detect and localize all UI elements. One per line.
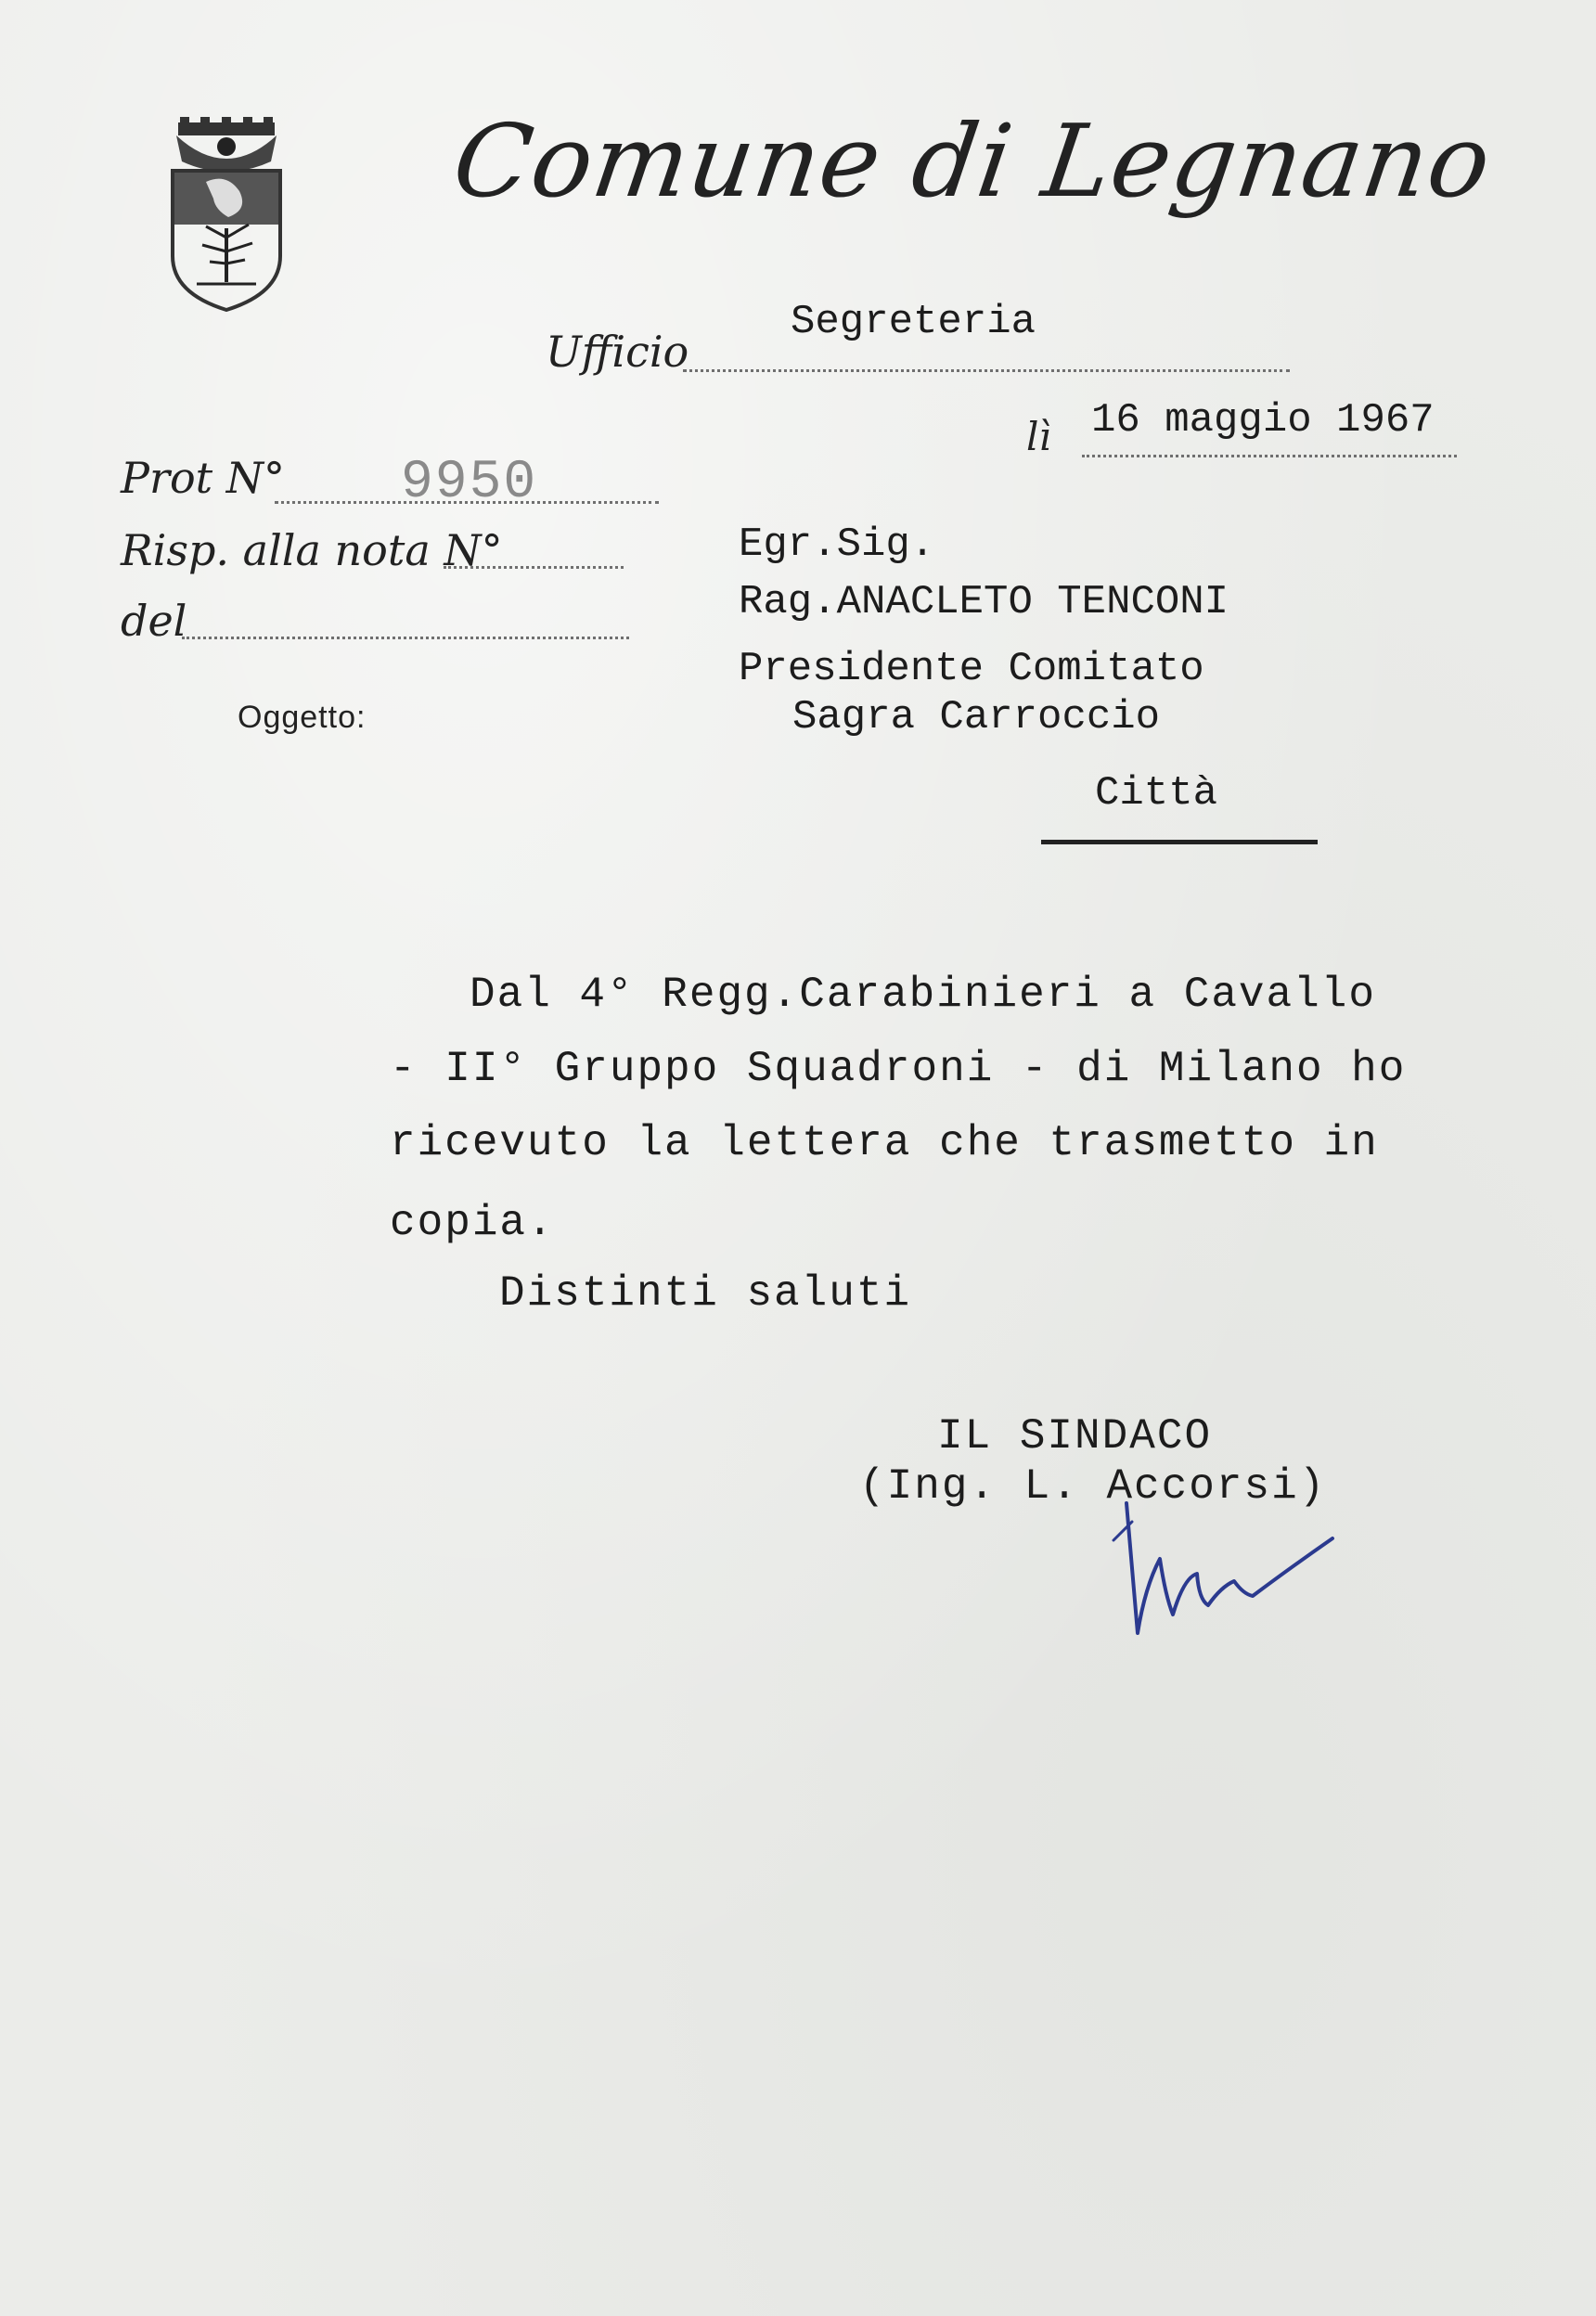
date-prefix: lì <box>1026 414 1051 459</box>
closing-line: Distinti saluti <box>499 1269 912 1318</box>
reply-note-label: Risp. alla nota N° <box>121 525 503 575</box>
recipient-salutation: Egr.Sig. <box>739 521 935 568</box>
city-underline <box>1041 840 1318 844</box>
office-value: Segreteria <box>791 299 1036 345</box>
body-line-3: ricevuto la lettera che trasmetto in <box>390 1119 1379 1167</box>
signatory-name: (Ing. L. Accorsi) <box>859 1462 1327 1511</box>
signatory-title: IL SINDACO <box>937 1412 1213 1460</box>
reply-note-dotted-line <box>444 566 624 569</box>
prot-number: 9950 <box>401 453 538 513</box>
letter-date: 16 maggio 1967 <box>1091 397 1435 444</box>
body-line-4: copia. <box>390 1199 555 1247</box>
handwritten-signature <box>1104 1485 1336 1642</box>
coat-of-arms-icon <box>169 117 284 312</box>
recipient-city: Città <box>1095 770 1218 817</box>
recipient-role-line1: Presidente Comitato <box>739 646 1204 692</box>
prot-label: Prot N° <box>121 453 285 503</box>
recipient-role-line2: Sagra Carroccio <box>792 694 1161 740</box>
subject-label: Oggetto: <box>238 700 367 735</box>
recipient-name: Rag.ANACLETO TENCONI <box>739 579 1229 625</box>
date-dotted-line <box>1082 455 1457 457</box>
body-line-2: - II° Gruppo Squadroni - di Milano ho <box>390 1045 1407 1093</box>
office-dotted-line <box>683 369 1290 372</box>
del-label: del <box>121 596 187 646</box>
municipality-title: Comune di Legnano <box>446 104 1499 220</box>
office-label: Ufficio <box>546 327 689 377</box>
del-dotted-line <box>182 637 629 639</box>
body-line-1: Dal 4° Regg.Carabinieri a Cavallo <box>470 971 1376 1019</box>
